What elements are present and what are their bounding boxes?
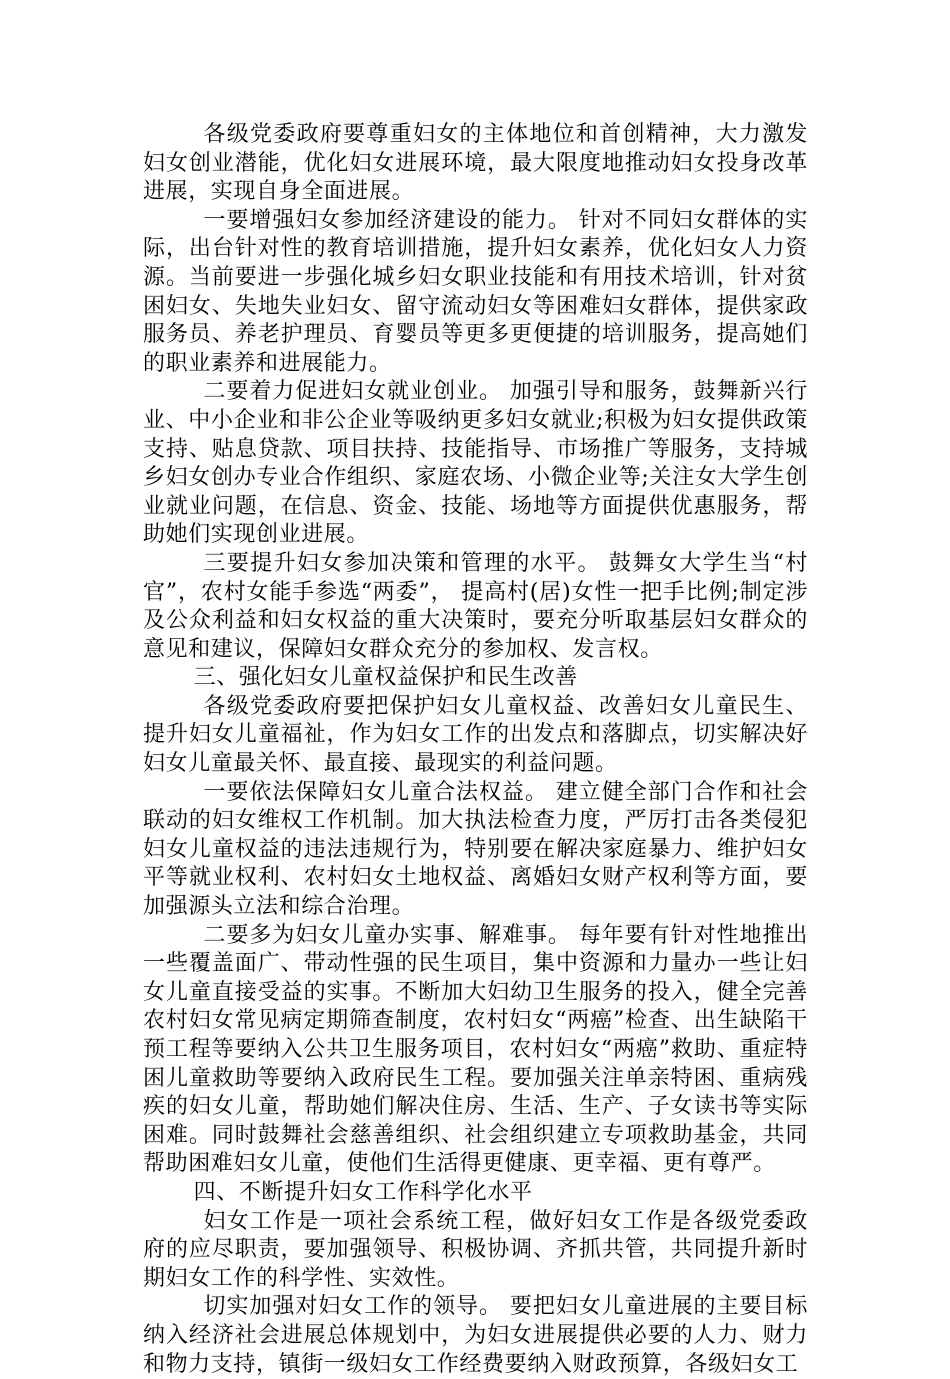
paragraph-decision-making: 三要提升妇女参加决策和管理的水平。 鼓舞女大学生当“村官”，农村女能手参选“两委”， 提高村(居)女性一把手比例;制定涉及公众利益和妇女权益的重大决策时，要充分听取基层妇女群众的意见和建议，保障妇女群众充分的参加权、发言权。 xyxy=(143,550,808,662)
section-heading-3: 三、强化妇女儿童权益保护和民生改善 xyxy=(193,665,578,691)
section-heading-4: 四、不断提升妇女工作科学化水平 xyxy=(193,1179,533,1205)
paragraph-rights-intro: 各级党委政府要把保护妇女儿童权益、改善妇女儿童民生、提升妇女儿童福祉，作为妇女工作的出发点和落脚点，切实解决好妇女儿童最关怀、最直接、最现实的利益问题。 xyxy=(143,693,808,777)
paragraph-employment: 二要着力促进妇女就业创业。 加强引导和服务，鼓舞新兴行业、中小企业和非公企业等吸纳更多妇女就业;积极为妇女提供政策支持、贴息贷款、项目扶持、技能指导、市场推广等服务，支持城乡妇女创办专业合作组织、家庭农场、小微企业等;关注女大学生创业就业问题，在信息、资金、技能、场地等方面提供优惠服务，帮助她们实现创业进展。 xyxy=(143,379,808,548)
paragraph-leadership: 切实加强对妇女工作的领导。 要把妇女儿童进展的主要目标纳入经济社会进展总体规划中，为妇女进展提供必要的人力、财力和物力支持，镇街一级妇女工作经费要纳入财政预算，各级妇女工 xyxy=(143,1294,808,1377)
document-page xyxy=(143,121,808,1379)
paragraph-system-engineering: 妇女工作是一项社会系统工程，做好妇女工作是各级党委政府的应尽职责，要加强领导、积极协调、齐抓共管，共同提升新时期妇女工作的科学性、实效性。 xyxy=(143,1208,808,1291)
paragraph-economic-ability: 一要增强妇女参加经济建设的能力。 针对不同妇女群体的实际，出台针对性的教育培训措施，提升妇女素养，优化妇女人力资源。当前要进一步强化城乡妇女职业技能和有用技术培训，针对贫困妇女、失地失业妇女、留守流动妇女等困难妇女群体，提供家政服务员、养老护理员、育婴员等更多更便捷的培训服务，提高她们的职业素养和进展能力。 xyxy=(143,207,808,376)
paragraph-practical-matters: 二要多为妇女儿童办实事、解难事。 每年要有针对性地推出一些覆盖面广、带动性强的民生项目，集中资源和力量办一些让妇女儿童直接受益的实事。不断加大妇幼卫生服务的投入，健全完善农村妇女常见病定期筛查制度，农村妇女“两癌”检查、出生缺陷干预工程等要纳入公共卫生服务项目，农村妇女“两癌”救助、重症特困儿童救助等要纳入政府民生工程。要加强关注单亲特困、重病残疾的妇女儿童，帮助她们解决住房、生活、生产、子女读书等实际困难。同时鼓舞社会慈善组织、社会组织建立专项救助基金，共同帮助困难妇女儿童，使他们生活得更健康、更幸福、更有尊严。 xyxy=(143,922,808,1177)
paragraph-intro: 各级党委政府要尊重妇女的主体地位和首创精神，大力激发妇女创业潜能，优化妇女进展环境，最大限度地推动妇女投身改革进展，实现自身全面进展。 xyxy=(143,122,808,205)
paragraph-legal-rights: 一要依法保障妇女儿童合法权益。 建立健全部门合作和社会联动的妇女维权工作机制。加大执法检查力度，严厉打击各类侵犯妇女儿童权益的违法违规行为，特别要在解决家庭暴力、维护妇女平等就业权利、农村妇女土地权益、离婚妇女财产权利等方面，要加强源头立法和综合治理。 xyxy=(143,779,808,920)
